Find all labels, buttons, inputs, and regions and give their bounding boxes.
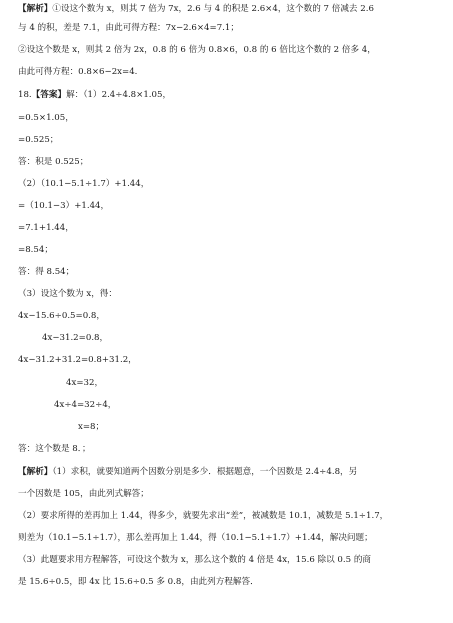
question-number-line: 18.【答案】解：（1）2.4÷4.8×1.05， [18, 90, 172, 100]
answer-line: 答：积是 0.525； [18, 157, 89, 167]
text-line: （2）要求所得的差再加上 1.44，得多少，就要先求出“差”，被减数是 10.1，减数是 5.1÷1.7， [18, 511, 389, 521]
math-line: （2）（10.1−5.1÷1.7）+1.44， [18, 179, 150, 189]
text-line: 【解析】①设这个数为 x，则其 7 倍为 7x，2.6 与 4 的积是 2.6×4，这个数的 7 倍减去 2.6 [18, 4, 374, 14]
equation-line: 4x÷4=32÷4， [54, 400, 117, 410]
text-line: 则差为（10.1−5.1÷1.7），那么差再加上 1.44，得（10.1−5.1÷1.7）+1.44，解决问题； [18, 533, 373, 543]
answer-label: 【答案】 [31, 90, 67, 100]
answer-line: 答：这个数是 8．； [18, 444, 91, 454]
equation-line: 4x−31.2=0.8， [42, 333, 109, 343]
math-line: =（10.1−3）+1.44， [18, 201, 110, 211]
text-line: 是 15.6÷0.5，即 4x 比 15.6÷0.5 多 0.8，由此列方程解答． [18, 577, 259, 587]
text-line: 一个因数是 105，由此列式解答； [18, 489, 149, 499]
math-line: =0.525； [18, 135, 59, 145]
equation-line: 4x=32， [66, 378, 104, 388]
math-line: =0.5×1.05， [18, 113, 74, 123]
text-line: ②设这个数是 x，则其 2 倍为 2x，0.8 的 6 倍为 0.8×6，0.8 的 6 倍比这个数的 2 倍多 4， [18, 45, 376, 55]
math-line: （3）设这个数为 x，得： [18, 289, 117, 299]
analysis-label: 【解析】 [18, 467, 53, 477]
text-line: 【解析】（1）求积，就要知道两个因数分别是多少．根据题意，一个因数是 2.4÷4.8，另 [18, 467, 358, 477]
text-line: （3）此题要求用方程解答，可设这个数为 x，那么这个数的 4 倍是 4x，15.6 除以 0.5 的商 [18, 555, 372, 565]
equation-line: 4x−15.6÷0.5=0.8， [18, 311, 105, 321]
equation-line: x=8； [78, 422, 105, 432]
equation-line: 4x−31.2+31.2=0.8+31.2， [18, 355, 137, 365]
analysis-label: 【解析】 [18, 4, 53, 14]
answer-line: 答：得 8.54； [18, 267, 75, 277]
text-line: 与 4 的积，差是 7.1，由此可得方程：7x−2.6×4=7.1； [18, 23, 239, 33]
text-line: 由此可得方程：0.8×6−2x=4. [18, 67, 138, 77]
math-line: =8.54； [18, 245, 53, 255]
math-line: =7.1+1.44， [18, 223, 74, 233]
